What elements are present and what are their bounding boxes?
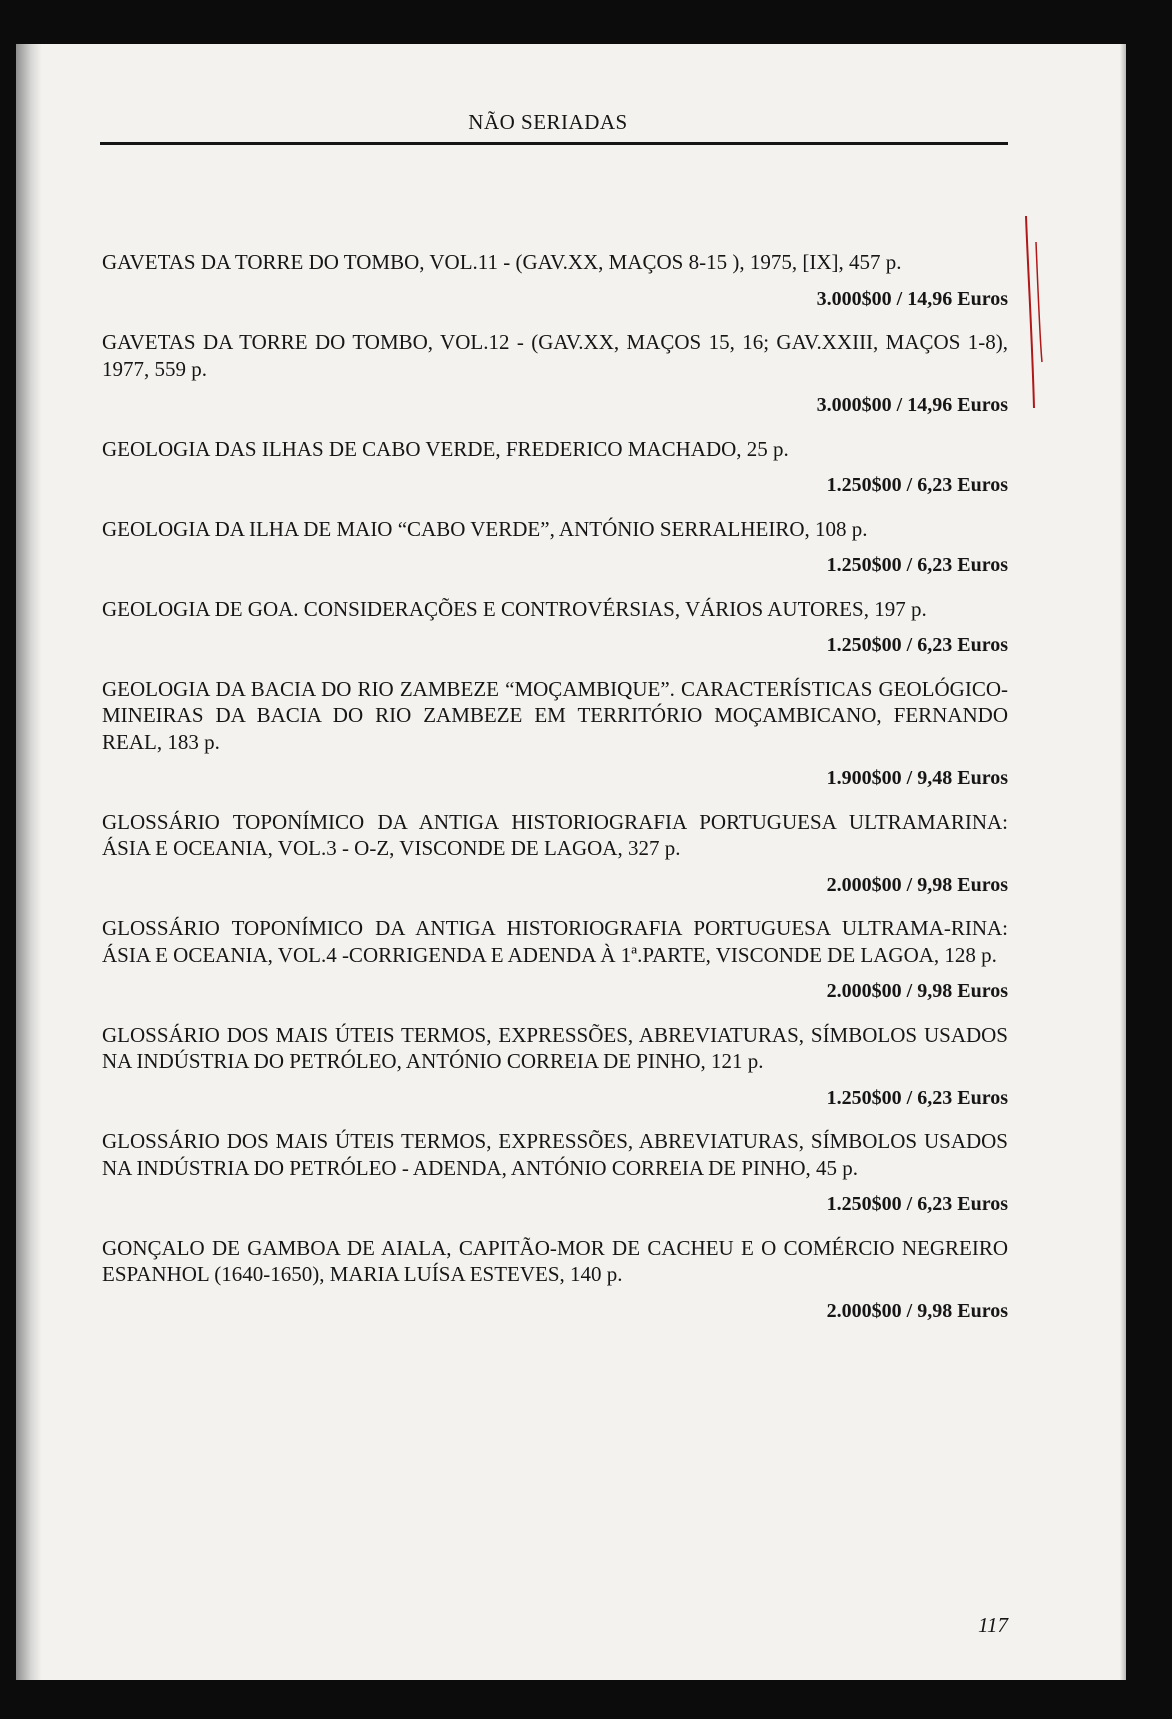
entry-title: GLOSSÁRIO DOS MAIS ÚTEIS TERMOS, EXPRESSÕES, ABREVIATURAS, SÍMBOLOS USADOS NA INDÚSTRIA DO PETRÓLEO, ANTÓNIO CORREIA DE PINHO, 121 p. bbox=[102, 1022, 1008, 1073]
entry-price: 3.000$00 / 14,96 Euros bbox=[816, 394, 1008, 416]
catalog-entry bbox=[102, 516, 1008, 579]
entry-price: 1.250$00 / 6,23 Euros bbox=[826, 1193, 1008, 1215]
catalog-entry bbox=[102, 436, 1008, 499]
entry-price: 1.250$00 / 6,23 Euros bbox=[826, 554, 1008, 576]
entry-price: 2.000$00 / 9,98 Euros bbox=[826, 873, 1008, 896]
section-title: NÃO SERIADAS bbox=[468, 110, 628, 134]
book-page bbox=[16, 44, 1126, 1680]
entry-title: GAVETAS DA TORRE DO TOMBO, VOL.12 - (GAV.XX, MAÇOS 15, 16; GAV.XXIII, MAÇOS 1-8), 1977, 559 p. bbox=[102, 330, 1008, 381]
catalog-entry bbox=[102, 249, 1008, 312]
catalog-entry bbox=[102, 809, 1008, 899]
entry-price: 1.250$00 / 6,23 Euros bbox=[826, 634, 1008, 656]
catalog-entry bbox=[102, 1235, 1008, 1325]
header-rule bbox=[100, 142, 1008, 145]
catalog-entry bbox=[102, 1022, 1008, 1112]
entry-price: 1.250$00 / 6,23 Euros bbox=[826, 1086, 1008, 1109]
catalog-entry bbox=[102, 1128, 1008, 1218]
entry-price: 1.900$00 / 9,48 Euros bbox=[826, 767, 1008, 789]
entry-title: GLOSSÁRIO DOS MAIS ÚTEIS TERMOS, EXPRESSÕES, ABREVIATURAS, SÍMBOLOS USADOS NA INDÚSTRIA DO PETRÓLEO - ADENDA, ANTÓNIO CORREIA DE PINHO, 45 p. bbox=[102, 1129, 1008, 1180]
entry-title: GEOLOGIA DE GOA. CONSIDERAÇÕES E CONTROVÉRSIAS, VÁRIOS AUTORES, 197 p. bbox=[102, 596, 927, 621]
catalog-entry bbox=[102, 915, 1008, 1005]
entry-title: GONÇALO DE GAMBOA DE AIALA, CAPITÃO-MOR DE CACHEU E O COMÉRCIO NEGREIRO ESPANHOL (1640-1650), MARIA LUÍSA ESTEVES, 140 p. bbox=[102, 1235, 1008, 1286]
entry-title: GEOLOGIA DA BACIA DO RIO ZAMBEZE “MOÇAMBIQUE”. CARACTERÍSTICAS GEOLÓGICO-MINEIRAS DA BACIA DO RIO ZAMBEZE EM TERRITÓRIO MOÇAMBICANO, FERNANDO REAL, 183 p. bbox=[102, 676, 1008, 754]
entry-price: 2.000$00 / 9,98 Euros bbox=[826, 1299, 1008, 1322]
binding-shadow bbox=[16, 44, 42, 1680]
entry-price: 1.250$00 / 6,23 Euros bbox=[826, 474, 1008, 496]
catalog-entry bbox=[102, 329, 1008, 419]
entry-title: GLOSSÁRIO TOPONÍMICO DA ANTIGA HISTORIOGRAFIA PORTUGUESA ULTRAMARINA: ÁSIA E OCEANIA, VOL.3 - O-Z, VISCONDE DE LAGOA, 327 p. bbox=[102, 809, 1008, 860]
catalog-entry bbox=[102, 596, 1008, 659]
running-header bbox=[88, 108, 1008, 148]
entry-price: 3.000$00 / 14,96 Euros bbox=[816, 287, 1008, 310]
page-number: 117 bbox=[978, 1613, 1008, 1637]
entry-price: 2.000$00 / 9,98 Euros bbox=[826, 980, 1008, 1002]
entry-title: GLOSSÁRIO TOPONÍMICO DA ANTIGA HISTORIOGRAFIA PORTUGUESA ULTRAMA-RINA: ÁSIA E OCEANIA, VOL.4 -CORRIGENDA E ADENDA À 1ª.PARTE, VISCONDE DE LAGOA, 128 p. bbox=[102, 916, 1008, 967]
catalog-list bbox=[102, 249, 1008, 1341]
entry-title: GEOLOGIA DA ILHA DE MAIO “CABO VERDE”, ANTÓNIO SERRALHEIRO, 108 p. bbox=[102, 516, 868, 541]
entry-title: GEOLOGIA DAS ILHAS DE CABO VERDE, FREDERICO MACHADO, 25 p. bbox=[102, 436, 789, 461]
margin-pen-mark bbox=[1022, 212, 1046, 412]
entry-title: GAVETAS DA TORRE DO TOMBO, VOL.11 - (GAV.XX, MAÇOS 8-15 ), 1975, [IX], 457 p. bbox=[102, 250, 902, 274]
catalog-entry bbox=[102, 676, 1008, 792]
page-edge bbox=[1120, 44, 1126, 1680]
